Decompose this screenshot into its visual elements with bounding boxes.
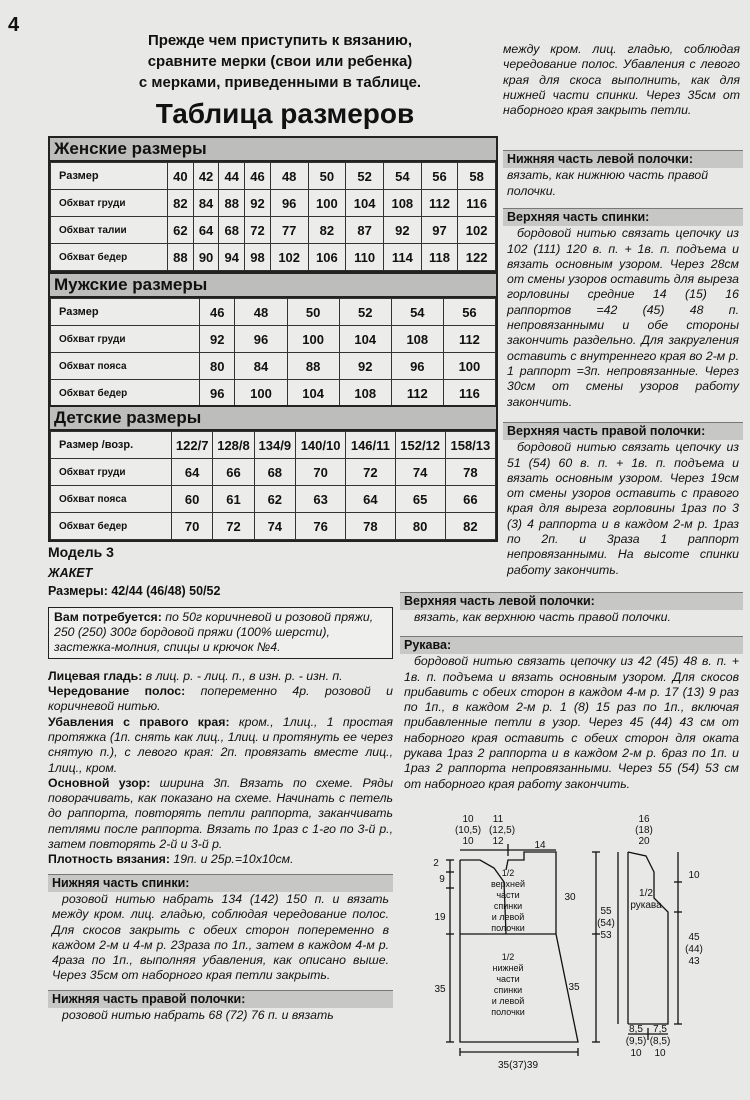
sleeve-right-10: 10	[688, 870, 700, 881]
dim-left-19: 19	[434, 912, 446, 923]
technique-item	[48, 669, 393, 684]
lower-label-line: 1/2	[501, 952, 515, 962]
size-cell: 97	[421, 217, 458, 244]
dim-top-right-alt: (12,5)	[488, 825, 516, 836]
sleeve-top-small: 20	[638, 836, 650, 847]
size-cell: 100	[235, 380, 287, 407]
size-cell: 92	[200, 326, 235, 353]
garment-name: ЖАКЕТ	[48, 566, 93, 581]
size-row-label: Обхват пояса	[51, 353, 200, 380]
page-number: 4	[8, 14, 20, 36]
size-cell: 56	[443, 299, 495, 326]
dim-top-left-alt: (10,5)	[454, 825, 482, 836]
section-heading: Нижняя часть левой полочки:	[503, 150, 743, 168]
size-cell: 108	[391, 326, 443, 353]
size-cell: 152/12	[395, 432, 445, 459]
size-cell: 66	[445, 486, 495, 513]
size-cell: 100	[308, 190, 346, 217]
size-cell: 116	[458, 190, 496, 217]
size-row-label: Обхват талии	[51, 217, 168, 244]
size-cell: 72	[213, 513, 254, 540]
size-cell: 50	[287, 299, 339, 326]
size-cell: 92	[383, 217, 421, 244]
size-cell: 62	[168, 217, 194, 244]
technique-text: в лиц. р. - лиц. п., в изн. р. - изн. п.	[142, 668, 343, 683]
size-row-label: Обхват груди	[51, 190, 168, 217]
dim-bottom: 35(37)39	[497, 1060, 539, 1071]
size-cell: 64	[193, 217, 219, 244]
sleeve-bottom-left: 8,5	[629, 1024, 643, 1035]
size-cell: 76	[295, 513, 345, 540]
size-cell: 54	[383, 163, 421, 190]
model-title: Модель 3	[48, 544, 114, 560]
section-heading: Рукава:	[400, 636, 743, 654]
lower-label-line: и левой	[491, 996, 525, 1006]
size-cell: 46	[200, 299, 235, 326]
size-cell: 44	[219, 163, 245, 190]
size-cell: 128/8	[213, 432, 254, 459]
intro-line: сравните мерки (свои или ребенка)	[147, 53, 413, 70]
size-cell: 116	[443, 380, 495, 407]
size-cell: 158/13	[445, 432, 495, 459]
front-left-lower-section	[503, 150, 743, 199]
size-cell: 80	[200, 353, 235, 380]
size-cell: 140/10	[295, 432, 345, 459]
size-cell: 80	[395, 513, 445, 540]
size-cell: 72	[346, 459, 395, 486]
dim-left-35: 35	[434, 984, 446, 995]
size-cell: 52	[346, 163, 384, 190]
size-cell: 58	[458, 163, 496, 190]
technique-term: Основной узор:	[48, 775, 151, 790]
size-cell: 78	[445, 459, 495, 486]
size-row	[51, 190, 496, 217]
size-cell: 40	[168, 163, 194, 190]
sleeve-bottom-right-alt: (8,5)	[649, 1036, 671, 1047]
sleeve-bottom-right-small: 10	[654, 1048, 666, 1059]
size-cell: 112	[421, 190, 458, 217]
sleeve-right-43: 43	[688, 956, 700, 967]
lower-label-line: нижней	[492, 963, 524, 973]
technique-term: Чередование полос:	[48, 684, 186, 699]
section-heading: Нижняя часть правой полочки:	[48, 990, 393, 1008]
technique-item	[48, 852, 393, 867]
size-cell: 122	[458, 244, 496, 271]
upper-label-line: 1/2	[501, 868, 515, 878]
women-size-title: Женские размеры	[50, 138, 496, 162]
size-cell: 48	[270, 163, 308, 190]
size-cell: 62	[254, 486, 295, 513]
technique-item	[48, 684, 393, 715]
section-heading: Нижняя часть спинки:	[48, 874, 393, 892]
kids-size-title: Детские размеры	[50, 407, 496, 431]
size-row	[51, 299, 496, 326]
size-cell: 68	[254, 459, 295, 486]
lower-label-line: спинки	[493, 985, 523, 995]
section-heading: Верхняя часть спинки:	[503, 208, 743, 226]
intro-note	[95, 30, 465, 93]
size-cell: 78	[346, 513, 395, 540]
size-cell: 96	[200, 380, 235, 407]
men-size-grid	[50, 298, 496, 407]
size-cell: 84	[235, 353, 287, 380]
size-cell: 96	[391, 353, 443, 380]
sleeve-bottom-left-alt: (9,5)	[625, 1036, 647, 1047]
size-row	[51, 380, 496, 407]
technique-text: 19п. и 25р.=10х10см.	[169, 852, 294, 867]
section-text: розовой нитью набрать 134 (142) 150 п. и вязать между кром. лиц. гладью, соблюдая чередование полос. Для скосов закрыть с обеих сторон попеременно в каждом 2-м и 4-м р. 23раза по 1п., затем в каждом 4-м р. 4раза по 1п., выполняя убавления, как описано выше. Через 35см от наборного края петли закрыть.	[52, 891, 389, 983]
size-cell: 65	[395, 486, 445, 513]
technique-item	[48, 776, 393, 852]
section-text: бордовой нитью связать цепочку из 51 (54) 60 в. п. + 1в. п. подъема и вязать основным узором. Через 19см от смены узоров оставить с правого края для выреза горловины 1раз по 3 (3) 4 раппорта и в каждом 2-м р. 1раз по 2п. и 3раза 1 раппорт непровязанными. На высоте спинки работу закончить.	[507, 440, 739, 577]
technique-item	[48, 715, 393, 776]
size-cell: 108	[383, 190, 421, 217]
upper-label-line: и левой	[491, 912, 525, 922]
pattern-diagram	[428, 812, 728, 1094]
size-cell: 92	[245, 190, 271, 217]
size-cell: 88	[168, 244, 194, 271]
upper-label-line: спинки	[493, 901, 523, 911]
technique-text: кром., 1лиц., 1 простая протяжка (1п. снять как лиц., 1лиц. и протянуть ее через снятую п.), с левого края: 2п. провязать вместе лиц., 1лиц., кром.	[48, 714, 393, 775]
technique-term: Лицевая гладь:	[48, 668, 143, 683]
sleeve-right-45-alt: (44)	[685, 944, 703, 955]
technique-text: попеременно 4р. розовой и коричневой нитью.	[48, 684, 393, 714]
dim-top-left-small: 10	[462, 836, 474, 847]
size-row-label: Обхват бедер	[51, 380, 200, 407]
dim-left-9: 9	[439, 874, 445, 885]
technique-text: ширина 3п. Вязать по схеме. Ряды поворачивать, как показано на схеме. Начинать с петель до раппорта, повторять петли раппорта, заканчивать петлями после раппорта. Вязать по 1раз с 1-го по 3-й р., затем повторять 2-й и 3-й р.	[48, 775, 393, 852]
size-cell: 104	[287, 380, 339, 407]
size-cell: 64	[172, 459, 213, 486]
model-sizes: Размеры: 42/44 (46/48) 50/52	[48, 583, 221, 598]
size-cell: 66	[213, 459, 254, 486]
size-cell: 96	[270, 190, 308, 217]
section-heading: Верхняя часть левой полочки:	[400, 592, 743, 610]
technique-term: Убавления с правого края:	[48, 714, 230, 729]
women-size-grid	[50, 162, 496, 271]
dim-right-35: 35	[568, 982, 580, 993]
size-cell: 82	[308, 217, 346, 244]
size-row-label: Обхват бедер	[51, 244, 168, 271]
sleeve-right-45: 45	[688, 932, 700, 943]
section-text: бордовой нитью связать цепочку из 102 (111) 120 в. п. + 1в. п. подъема и вязать основным узором. Через 28см от смены узоров оставить для выреза горловины средние 14 (15) 16 раппортов =42 (45) 48 п. непровязанными и обе стороны закончить раздельно. Для закругления оставить с внутреннего края во 2-м р. 1 раппорт =3п. непровязанные. Через 30см от смены узоров работу закончить.	[507, 226, 739, 409]
technique-term: Плотность вязания:	[48, 852, 170, 867]
size-cell: 92	[339, 353, 391, 380]
size-cell: 100	[443, 353, 495, 380]
size-cell: 122/7	[172, 432, 213, 459]
section-heading: Верхняя часть правой полочки:	[503, 422, 743, 440]
sleeve-left-total: 55	[600, 906, 612, 917]
size-cell: 52	[339, 299, 391, 326]
dim-top-right: 11	[492, 814, 504, 825]
upper-label-line: верхней	[490, 879, 526, 889]
size-cell: 50	[308, 163, 346, 190]
lower-label-line: полочки	[491, 1007, 525, 1017]
size-cell: 96	[235, 326, 287, 353]
size-row	[51, 513, 496, 540]
size-cell: 104	[339, 326, 391, 353]
men-size-table	[48, 272, 498, 409]
size-row	[51, 432, 496, 459]
size-cell: 82	[168, 190, 194, 217]
size-cell: 106	[308, 244, 346, 271]
materials-label: Вам потребуется:	[54, 609, 162, 624]
lower-label-line: части	[496, 974, 520, 984]
size-cell: 60	[172, 486, 213, 513]
size-cell: 118	[421, 244, 458, 271]
sleeves-section	[400, 636, 743, 792]
size-cell: 98	[245, 244, 271, 271]
size-cell: 87	[346, 217, 384, 244]
intro-line: Прежде чем приступить к вязанию,	[147, 32, 413, 49]
size-row-label: Обхват пояса	[51, 486, 172, 513]
materials-text: по 50г коричневой и розовой пряжи, 250 (250) 300г бордовой пряжи (100% шерсти), застежка-молния, спицы и крючок №4.	[54, 609, 374, 655]
size-row-label: Обхват бедер	[51, 513, 172, 540]
size-cell: 88	[219, 190, 245, 217]
back-upper-section	[503, 208, 743, 410]
upper-label-line: части	[496, 890, 520, 900]
upper-label-line: полочки	[491, 923, 525, 933]
section-text: вязать, как нижнюю часть правой полочки.	[507, 168, 709, 198]
size-cell: 54	[391, 299, 443, 326]
size-cell: 102	[270, 244, 308, 271]
sleeve-top: 16	[638, 814, 650, 825]
size-cell: 68	[219, 217, 245, 244]
size-cell: 74	[395, 459, 445, 486]
size-row	[51, 353, 496, 380]
size-cell: 42	[193, 163, 219, 190]
size-row-label: Обхват груди	[51, 459, 172, 486]
dim-top-left: 10	[462, 814, 474, 825]
front-left-upper-section	[400, 592, 743, 626]
size-cell: 94	[219, 244, 245, 271]
size-cell: 134/9	[254, 432, 295, 459]
dim-top-right-small: 12	[492, 836, 504, 847]
size-cell: 82	[445, 513, 495, 540]
size-row	[51, 163, 496, 190]
size-row	[51, 486, 496, 513]
size-cell: 64	[346, 486, 395, 513]
materials-box	[48, 607, 393, 659]
size-cell: 100	[287, 326, 339, 353]
sleeve-left-total-alt: (54)	[597, 918, 615, 929]
sleeve-label-line: 1/2	[639, 888, 653, 899]
size-cell: 108	[339, 380, 391, 407]
sleeve-bottom-right: 7,5	[653, 1024, 667, 1035]
size-row-label: Размер /возр.	[51, 432, 172, 459]
size-cell: 84	[193, 190, 219, 217]
men-size-title: Мужские размеры	[50, 274, 496, 298]
size-cell: 63	[295, 486, 345, 513]
size-cell: 56	[421, 163, 458, 190]
size-cell: 46	[245, 163, 271, 190]
dim-neck: 2	[433, 858, 439, 869]
size-cell: 112	[443, 326, 495, 353]
technique-list	[48, 669, 393, 868]
size-row-label: Обхват груди	[51, 326, 200, 353]
size-cell: 61	[213, 486, 254, 513]
size-cell: 74	[254, 513, 295, 540]
kids-size-grid	[50, 431, 496, 540]
women-size-table	[48, 136, 498, 273]
size-row	[51, 217, 496, 244]
model-section	[48, 545, 393, 1023]
size-row	[51, 326, 496, 353]
size-row-label: Размер	[51, 299, 200, 326]
size-cell: 90	[193, 244, 219, 271]
section-text: розовой нитью набрать 68 (72) 76 п. и вязать	[62, 1008, 334, 1023]
section-text: вязать, как верхнюю часть правой полочки.	[414, 610, 671, 625]
intro-line: с мерками, приведенными в таблице.	[138, 74, 422, 91]
front-right-upper-section	[503, 422, 743, 578]
size-cell: 102	[458, 217, 496, 244]
size-cell: 72	[245, 217, 271, 244]
size-cell: 48	[235, 299, 287, 326]
right-continuation: между кром. лиц. гладью, соблюдая чередование полос. Убавления с левого края для скоса выполнить, как для нижней части спинки. Через 35см от наборного края закрыть петли.	[503, 42, 740, 118]
dim-right-top: 14	[534, 840, 546, 851]
sleeve-bottom-left-small: 10	[630, 1048, 642, 1059]
size-cell: 146/11	[346, 432, 395, 459]
sleeve-label-line: рукава	[630, 900, 662, 911]
size-cell: 114	[383, 244, 421, 271]
size-row	[51, 244, 496, 271]
size-cell: 70	[172, 513, 213, 540]
size-cell: 77	[270, 217, 308, 244]
sleeve-outline	[628, 852, 668, 1024]
size-cell: 88	[287, 353, 339, 380]
size-row	[51, 459, 496, 486]
sleeve-top-alt: (18)	[635, 825, 653, 836]
dim-right-30: 30	[564, 892, 576, 903]
size-table-title: Таблица размеров	[155, 98, 415, 129]
size-cell: 110	[346, 244, 384, 271]
size-row-label: Размер	[51, 163, 168, 190]
size-cell: 104	[346, 190, 384, 217]
kids-size-table	[48, 405, 498, 542]
section-text: бордовой нитью связать цепочку из 42 (45) 48 в. п. + 1в. п. подъема и вязать основным узором. Для скосов прибавить с обеих сторон в каждом 4-м р. 17 (13) 9 раз по 1п., в каждом 2-м р. 1 (8) 15 раз по 1п., включая прибавленные петли в узор. Через 45 (44) 43 см от наборного края оставить с обеих сторон для оката рукава 1раз 2 раппорта и в каждом 2-м р. 6раз по 1п. и 1раз 2 раппорта непровязанными. Через 55 (54) 53 см от наборного края работу закончить.	[404, 654, 739, 791]
size-cell: 112	[391, 380, 443, 407]
sleeve-left-total-small: 53	[600, 930, 612, 941]
size-cell: 70	[295, 459, 345, 486]
